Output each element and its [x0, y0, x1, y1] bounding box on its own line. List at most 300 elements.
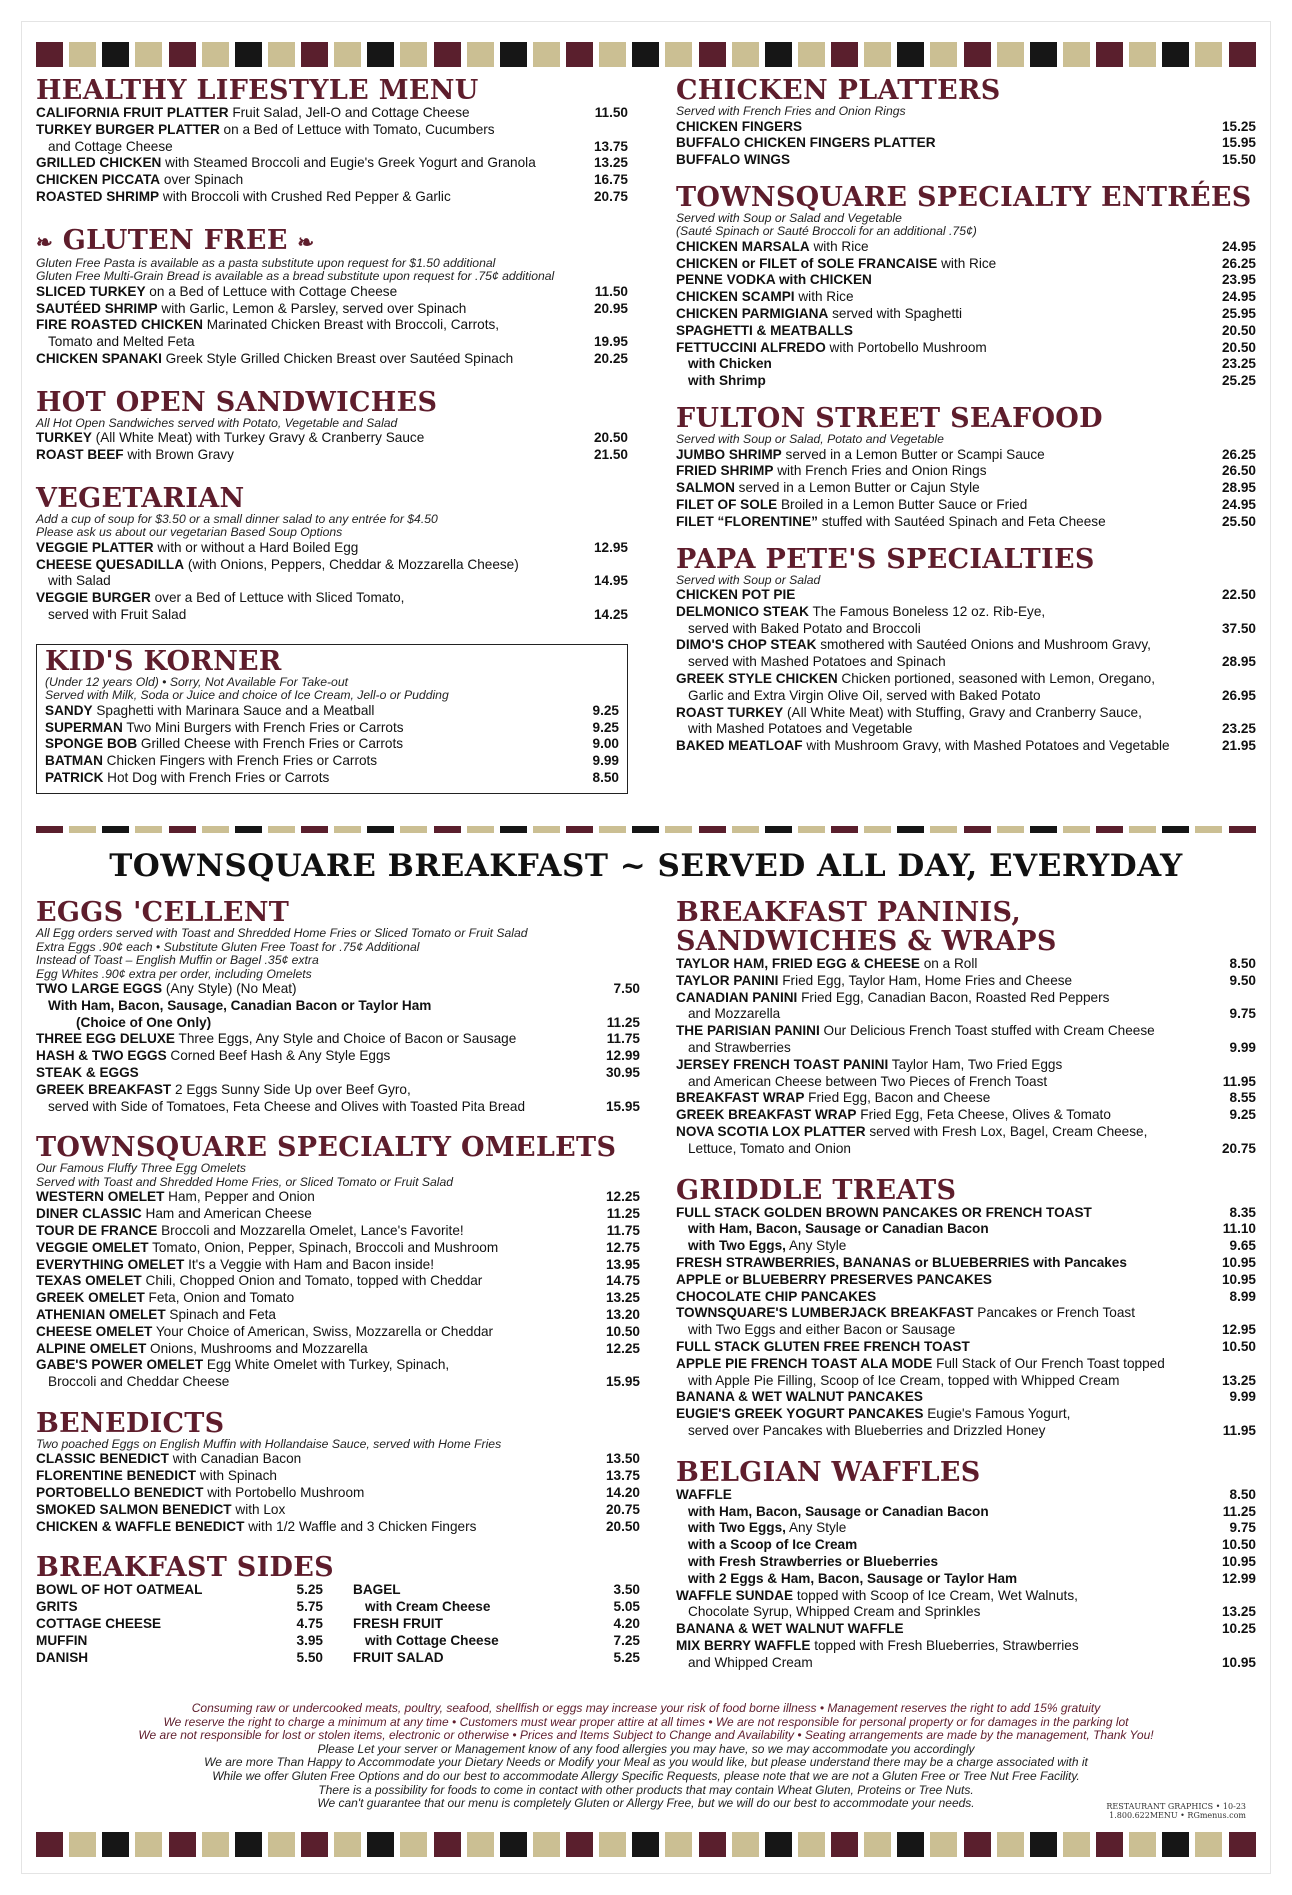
- item-name: WESTERN OMELET: [36, 1189, 165, 1205]
- item-name: TOUR DE FRANCE: [36, 1222, 158, 1238]
- item-name: FLORENTINE BENEDICT: [36, 1468, 197, 1484]
- menu-item: [676, 1520, 1256, 1537]
- item-description: with Garlic, Lemon & Parsley, served over Spinach: [157, 300, 467, 316]
- menu-item: [676, 1487, 1256, 1504]
- item-description: served with Mashed Potatoes and Spinach: [688, 654, 946, 670]
- menu-item: [36, 1257, 640, 1274]
- stripe-square: [434, 42, 461, 67]
- item-description: Chili, Chopped Onion and Tomato, topped with Cheddar: [141, 1273, 483, 1289]
- section-note: Served with Toast and Shredded Home Fries, or Sliced Tomato or Fruit Salad: [36, 1174, 454, 1189]
- item-name: BAGEL: [353, 1582, 401, 1598]
- stripe-square: [268, 826, 295, 833]
- item-name: TEXAS OMELET: [36, 1273, 142, 1289]
- item-name: GREEK BREAKFAST WRAP: [676, 1107, 857, 1123]
- left-column-top: [36, 76, 628, 816]
- menu-item: [676, 1423, 1256, 1440]
- item-price: 9.75: [1229, 1006, 1256, 1022]
- item-price: 26.25: [1221, 446, 1256, 462]
- item-price: 20.25: [593, 350, 628, 366]
- item-price: 13.25: [593, 155, 628, 171]
- menu-item: [45, 736, 619, 753]
- item-description: smothered with Sautéed Onions and Mushroom Gravy,: [816, 637, 1151, 653]
- stripe-square: [1030, 826, 1057, 833]
- menu-item: [676, 135, 1256, 152]
- item-price: 12.99: [1221, 1570, 1256, 1586]
- menu-item: [36, 122, 628, 139]
- item-price: 20.75: [605, 1501, 640, 1517]
- credit-line: 1.800.622MENU • RGmenus.com: [1109, 1811, 1246, 1820]
- item-price: 26.25: [1221, 255, 1256, 271]
- item-description: on a Roll: [919, 956, 978, 971]
- stripe-square: [864, 826, 891, 833]
- stripe-square: [102, 1832, 129, 1857]
- menu-page: [22, 22, 1270, 1873]
- menu-item: [45, 753, 619, 770]
- item-name: THREE EGG DELUXE: [36, 1031, 175, 1047]
- item-price: 21.95: [1221, 738, 1256, 754]
- item-price: 11.10: [1222, 1221, 1256, 1237]
- menu-item: [676, 1221, 1256, 1238]
- stripe-square: [732, 1832, 759, 1857]
- item-price: 8.35: [1229, 1204, 1256, 1220]
- menu-item: [36, 1307, 640, 1324]
- item-price: 12.75: [605, 1239, 640, 1255]
- item-description: Three Eggs, Any Style and Choice of Bacon or Sausage: [174, 1031, 517, 1047]
- menu-item: [676, 990, 1256, 1007]
- item-description: Fried Egg, Canadian Bacon, Roasted Red Peppers: [797, 989, 1110, 1005]
- stripe-square: [964, 1832, 991, 1857]
- item-description: with Portobello Mushroom: [825, 339, 987, 355]
- item-description: Onions, Mushrooms and Mozzarella: [146, 1340, 368, 1356]
- item-name: GREEK OMELET: [36, 1290, 145, 1306]
- menu-item: [676, 1588, 1256, 1605]
- leaf-icon: ❧: [36, 229, 54, 254]
- item-price: 25.50: [1221, 513, 1256, 529]
- item-description: with Rice: [937, 255, 997, 271]
- item-name: with Ham, Bacon, Sausage or Canadian Bacon: [688, 1503, 989, 1519]
- item-name: with Cottage Cheese: [365, 1632, 499, 1648]
- stripe-square: [798, 826, 825, 833]
- item-price: 16.75: [593, 172, 628, 188]
- stripe-square: [732, 42, 759, 67]
- item-description: (Any Style) (No Meat): [162, 981, 297, 996]
- section-papa-petes: [676, 545, 1256, 755]
- item-name: GREEK STYLE CHICKEN: [676, 671, 838, 687]
- menu-item: [676, 463, 1256, 480]
- section-note: Extra Eggs .90¢ each • Substitute Gluten Free Toast for .75¢ Additional: [36, 939, 420, 954]
- item-description: and Cottage Cheese: [48, 138, 173, 154]
- stripe-square: [533, 826, 560, 833]
- item-description: Eugie's Famous Yogurt,: [923, 1406, 1071, 1422]
- item-description: Chicken Fingers with French Fries or Carrots: [102, 753, 378, 769]
- item-name: EUGIE'S GREEK YOGURT PANCAKES: [676, 1406, 924, 1422]
- menu-item: [36, 1650, 323, 1667]
- menu-item: [676, 1023, 1256, 1040]
- item-name: TOWNSQUARE'S LUMBERJACK BREAKFAST: [676, 1305, 974, 1321]
- item-description: over a Bed of Lettuce with Sliced Tomato,: [150, 590, 405, 606]
- footer-disclaimer: [22, 1702, 1270, 1811]
- item-price: 11.75: [606, 1031, 640, 1047]
- menu-item: [36, 1048, 640, 1065]
- stripe-square: [367, 826, 394, 833]
- item-price: 20.95: [593, 300, 628, 316]
- section-title: BREAKFAST SIDES: [36, 1552, 334, 1584]
- section-note: Add a cup of soup for $3.50 or a small dinner salad to any entrée for $4.50: [36, 511, 438, 526]
- item-name: BATMAN: [45, 753, 103, 769]
- stripe-square: [831, 826, 858, 833]
- menu-item: [36, 998, 640, 1015]
- item-price: 9.00: [592, 736, 619, 752]
- item-price: 19.95: [593, 334, 628, 350]
- item-price: 14.75: [605, 1273, 640, 1289]
- breakfast-banner: TOWNSQUARE BREAKFAST ~ SERVED ALL DAY, EVERYDAY: [109, 848, 1183, 884]
- item-name: BOWL OF HOT OATMEAL: [36, 1582, 203, 1598]
- item-name: SMOKED SALMON BENEDICT: [36, 1501, 232, 1517]
- item-price: 24.95: [1221, 238, 1256, 254]
- item-name: FILET “FLORENTINE”: [676, 513, 818, 529]
- item-description: Marinated Chicken Breast with Broccoli, Carrots,: [202, 317, 500, 333]
- stripe-square: [301, 1832, 328, 1857]
- menu-item: [676, 447, 1256, 464]
- stripe-square: [1063, 42, 1090, 67]
- item-name: with Cream Cheese: [365, 1599, 491, 1615]
- section-note: Served with Milk, Soda or Juice and choice of Ice Cream, Jell-o or Pudding: [45, 688, 449, 703]
- footer-line: We are more Than Happy to Accommodate your Dietary Needs or Modify your Meal as you would like, but please understand there may be a charge associated with it: [204, 1755, 1088, 1770]
- stripe-square: [864, 42, 891, 67]
- menu-item: [676, 1339, 1256, 1356]
- item-description: (with Onions, Peppers, Cheddar & Mozzarella Cheese): [184, 556, 519, 572]
- item-name: VEGGIE PLATTER: [36, 539, 154, 555]
- stripe-square: [334, 826, 361, 833]
- menu-item: [676, 1638, 1256, 1655]
- stripe-square: [1129, 42, 1156, 67]
- menu-item: [676, 119, 1256, 136]
- item-description: Lettuce, Tomato and Onion: [688, 1140, 851, 1156]
- menu-item: [676, 671, 1256, 688]
- item-price: 20.50: [1221, 322, 1256, 338]
- item-price: 25.95: [1221, 306, 1256, 322]
- stripe-square: [1162, 42, 1189, 67]
- menu-item: [676, 1322, 1256, 1339]
- stripe-square: [1030, 42, 1057, 67]
- menu-item: [36, 1290, 640, 1307]
- menu-item: [676, 1571, 1256, 1588]
- item-name: PATRICK: [45, 770, 104, 786]
- stripe-square: [367, 42, 394, 67]
- menu-item: [676, 239, 1256, 256]
- item-name: DIMO'S CHOP STEAK: [676, 637, 817, 653]
- item-description: Feta, Onion and Tomato: [144, 1290, 295, 1306]
- stripe-square: [930, 42, 957, 67]
- menu-item: [36, 1065, 640, 1082]
- item-description: served in a Lemon Butter or Cajun Style: [734, 480, 980, 496]
- menu-item: [676, 705, 1256, 722]
- section-note: Please ask us about our vegetarian Based Soup Options: [36, 525, 343, 540]
- item-description: Egg White Omelet with Turkey, Spinach,: [203, 1357, 450, 1373]
- item-description: served with Spaghetti: [828, 306, 963, 322]
- section-vegetarian: [36, 484, 628, 624]
- item-description: 2 Eggs Sunny Side Up over Beef Gyro,: [171, 1081, 411, 1097]
- item-name: SPAGHETTI & MEATBALLS: [676, 322, 853, 338]
- item-name: CHOCOLATE CHIP PANCAKES: [676, 1288, 877, 1304]
- item-description: (All White Meat) with Stuffing, Gravy and Cranberry Sauce,: [783, 704, 1142, 720]
- stripe-square: [1063, 1832, 1090, 1857]
- item-price: 13.25: [1221, 1604, 1256, 1620]
- item-name: CHICKEN SCAMPI: [676, 289, 795, 305]
- stripe-square: [1195, 42, 1222, 67]
- menu-item: [676, 152, 1256, 169]
- item-name: FRESH FRUIT: [353, 1616, 443, 1632]
- stripe-square: [533, 42, 560, 67]
- stripe-square: [665, 42, 692, 67]
- item-price: 5.05: [613, 1599, 640, 1615]
- item-price: 15.95: [1221, 135, 1256, 151]
- footer-line: Please Let your server or Management know of any food allergies you may have, so we may accommodate you accordingly: [317, 1741, 975, 1756]
- section-eggs: [36, 898, 640, 1115]
- item-description: Chicken portioned, seasoned with Lemon, Oregano,: [837, 671, 1156, 687]
- stripe-square: [831, 42, 858, 67]
- menu-item: [36, 1616, 323, 1633]
- section-note: Served with Soup or Salad: [676, 572, 821, 587]
- menu-item: [36, 1189, 640, 1206]
- section-gluten: [36, 226, 628, 368]
- menu-item: [676, 1621, 1256, 1638]
- menu-item: [36, 1502, 640, 1519]
- item-name: CHEESE OMELET: [36, 1323, 153, 1339]
- item-name: BANANA & WET WALNUT WAFFLE: [676, 1621, 904, 1637]
- menu-item: [676, 1057, 1256, 1074]
- section-paninis: [676, 898, 1256, 1158]
- item-name: CHICKEN FINGERS: [676, 118, 803, 134]
- menu-item: [36, 590, 628, 607]
- item-description: with Salad: [48, 573, 111, 589]
- item-price: 11.95: [1222, 1073, 1256, 1089]
- item-price: 11.25: [606, 1014, 640, 1030]
- item-price: 15.25: [1221, 118, 1256, 134]
- stripe-square: [997, 826, 1024, 833]
- stripe-square: [831, 1832, 858, 1857]
- section-title: TOWNSQUARE SPECIALTY OMELETS: [36, 1132, 617, 1164]
- stripe-square: [897, 826, 924, 833]
- item-name: NOVA SCOTIA LOX PLATTER: [676, 1123, 866, 1139]
- section-note: (Under 12 years Old) • Sorry, Not Available For Take-out: [45, 674, 348, 689]
- item-price: 9.99: [1229, 1039, 1256, 1055]
- item-description: served with Baked Potato and Broccoli: [688, 620, 921, 636]
- section-note: Egg Whites .90¢ extra per order, including Omelets: [36, 966, 312, 981]
- item-name: with a Scoop of Ice Cream: [688, 1537, 858, 1553]
- item-name: ROASTED SHRIMP: [36, 188, 160, 204]
- item-price: 3.50: [613, 1582, 640, 1598]
- item-description: with Brown Gravy: [123, 447, 234, 463]
- item-name: WAFFLE SUNDAE: [676, 1587, 794, 1603]
- menu-item: [36, 317, 628, 334]
- stripe-square: [500, 1832, 527, 1857]
- item-price: 11.25: [1222, 1503, 1256, 1519]
- item-price: 9.75: [1229, 1520, 1256, 1536]
- item-description: Ham, Pepper and Onion: [164, 1189, 315, 1205]
- menu-item: [36, 1357, 640, 1374]
- stripe-square: [268, 42, 295, 67]
- item-description: Broccoli and Cheddar Cheese: [48, 1374, 230, 1390]
- item-name: JUMBO SHRIMP: [676, 446, 782, 462]
- item-price: 10.50: [1221, 1338, 1256, 1354]
- menu-item: [36, 284, 628, 301]
- item-price: 10.95: [1221, 1271, 1256, 1287]
- item-name: DINER CLASSIC: [36, 1206, 142, 1222]
- menu-item: [36, 1206, 640, 1223]
- section-kids-korner: [36, 644, 628, 794]
- item-description: Hot Dog with French Fries or Carrots: [103, 770, 330, 786]
- section-note: All Egg orders served with Toast and Shredded Home Fries or Sliced Tomato or Fruit Salad: [36, 926, 528, 940]
- item-price: 9.50: [1229, 972, 1256, 988]
- section-waffles: [676, 1458, 1256, 1672]
- stripe-square: [334, 42, 361, 67]
- item-name: PENNE VODKA with CHICKEN: [676, 272, 872, 288]
- item-price: 4.20: [613, 1616, 640, 1632]
- item-price: 15.95: [605, 1098, 640, 1114]
- item-price: 9.65: [1229, 1238, 1256, 1254]
- item-description: Pancakes or French Toast: [973, 1305, 1135, 1321]
- section-title: ❧ GLUTEN FREE ❧: [36, 224, 315, 256]
- section-title: BELGIAN WAFFLES: [676, 1456, 981, 1488]
- menu-item: [36, 1099, 640, 1116]
- stripe-square: [69, 1832, 96, 1857]
- section-note: (Sauté Spinach or Sauté Broccoli for an additional .75¢): [676, 224, 977, 239]
- menu-item: [676, 1604, 1256, 1621]
- item-name: MIX BERRY WAFFLE: [676, 1637, 811, 1653]
- item-price: 23.25: [1221, 721, 1256, 737]
- menu-item: [676, 323, 1256, 340]
- menu-item: [36, 139, 628, 156]
- section-title: CHICKEN PLATTERS: [676, 75, 1001, 106]
- item-name: SUPERMAN: [45, 719, 123, 735]
- menu-item: [676, 340, 1256, 357]
- item-name: DANISH: [36, 1649, 89, 1665]
- stripe-square: [997, 42, 1024, 67]
- item-price: 14.25: [593, 607, 628, 623]
- stripe-square: [699, 826, 726, 833]
- section-title: GRIDDLE TREATS: [676, 1174, 957, 1206]
- menu-item: [676, 1006, 1256, 1023]
- section-note: Served with Soup or Salad and Vegetable: [676, 210, 902, 225]
- menu-item: [36, 1485, 640, 1502]
- menu-item: [36, 607, 628, 624]
- item-description: served in a Lemon Butter or Scampi Sauce: [781, 446, 1045, 462]
- menu-item: [676, 1255, 1256, 1272]
- item-name: SANDY: [45, 702, 93, 718]
- right-column-bottom: [676, 898, 1256, 1693]
- item-price: 23.25: [1221, 356, 1256, 372]
- item-description: Tomato, Onion, Pepper, Spinach, Broccoli and Mushroom: [148, 1239, 499, 1255]
- item-name: TURKEY: [36, 430, 92, 446]
- menu-item: [36, 301, 628, 318]
- item-price: 14.95: [593, 573, 628, 589]
- menu-item: [45, 703, 619, 720]
- item-description: with 1/2 Waffle and 3 Chicken Fingers: [244, 1518, 477, 1534]
- stripe-square: [632, 826, 659, 833]
- item-name: GABE'S POWER OMELET: [36, 1357, 204, 1373]
- menu-item: [36, 1468, 640, 1485]
- item-price: 10.50: [605, 1323, 640, 1339]
- item-price: 7.25: [613, 1632, 640, 1648]
- middle-stripe: [36, 826, 1256, 833]
- stripe-square: [434, 1832, 461, 1857]
- item-description: Tomato and Melted Feta: [48, 334, 195, 350]
- item-name: CHICKEN PICCATA: [36, 172, 161, 188]
- section-note: Two poached Eggs on English Muffin with Hollandaise Sauce, served with Home Fries: [36, 1436, 502, 1451]
- section-note: Our Famous Fluffy Three Egg Omelets: [36, 1161, 246, 1176]
- item-price: 23.95: [1221, 272, 1256, 288]
- item-price: 12.95: [1221, 1322, 1256, 1338]
- item-description: Fried Egg, Taylor Ham, Home Fries and Cheese: [778, 972, 1073, 988]
- item-price: 20.75: [593, 188, 628, 204]
- item-price: 25.25: [1221, 373, 1256, 389]
- printer-credit: [1106, 1802, 1246, 1820]
- item-name: with Shrimp: [688, 373, 766, 389]
- menu-item: [676, 1406, 1256, 1423]
- stripe-square: [36, 826, 63, 833]
- leaf-icon: ❧: [297, 229, 315, 254]
- stripe-square: [169, 1832, 196, 1857]
- item-name: APPLE PIE FRENCH TOAST ALA MODE: [676, 1355, 933, 1371]
- item-description: Grilled Cheese with French Fries or Carrots: [137, 736, 404, 752]
- item-price: 10.95: [1221, 1553, 1256, 1569]
- item-price: 24.95: [1221, 289, 1256, 305]
- item-description: with Steamed Broccoli and Eugie's Greek Yogurt and Granola: [161, 155, 536, 171]
- menu-item: [353, 1599, 640, 1616]
- menu-item: [36, 1519, 640, 1536]
- stripe-square: [864, 1832, 891, 1857]
- item-description: Chocolate Syrup, Whipped Cream and Sprinkles: [688, 1604, 981, 1620]
- item-name: CALIFORNIA FRUIT PLATTER: [36, 105, 229, 120]
- item-name: With Ham, Bacon, Sausage, Canadian Bacon or Taylor Ham: [48, 997, 432, 1013]
- section-note: Gluten Free Multi-Grain Bread is available as a bread substitute upon request for .75¢ additional: [36, 269, 555, 284]
- stripe-square: [699, 1832, 726, 1857]
- stripe-square: [69, 826, 96, 833]
- item-price: 11.75: [606, 1222, 640, 1238]
- stripe-square: [599, 42, 626, 67]
- item-price: 26.50: [1221, 463, 1256, 479]
- stripe-square: [367, 1832, 394, 1857]
- menu-item: [676, 497, 1256, 514]
- stripe-square: [964, 42, 991, 67]
- menu-item: [676, 306, 1256, 323]
- item-name: VEGGIE BURGER: [36, 590, 151, 606]
- menu-item: [36, 1015, 640, 1032]
- stripe-square: [235, 42, 262, 67]
- item-name: ATHENIAN OMELET: [36, 1306, 166, 1322]
- stripe-square: [235, 1832, 262, 1857]
- item-name: EVERYTHING OMELET: [36, 1256, 185, 1272]
- item-name: CHICKEN MARSALA: [676, 238, 810, 254]
- item-name: WAFFLE: [676, 1486, 732, 1502]
- item-name: (Choice of One Only): [76, 1014, 212, 1030]
- item-description: (All White Meat) with Turkey Gravy & Cranberry Sauce: [91, 430, 425, 446]
- item-description: Your Choice of American, Swiss, Mozzarella or Cheddar: [152, 1323, 494, 1339]
- item-name: BANANA & WET WALNUT PANCAKES: [676, 1389, 923, 1405]
- item-price: 10.95: [1221, 1654, 1256, 1670]
- menu-item: [36, 334, 628, 351]
- stripe-square: [566, 826, 593, 833]
- item-description: with Portobello Mushroom: [203, 1485, 365, 1501]
- item-name: STEAK & EGGS: [36, 1064, 139, 1080]
- item-price: 11.50: [594, 105, 628, 120]
- item-price: 5.75: [296, 1599, 323, 1615]
- item-price: 20.50: [605, 1518, 640, 1534]
- section-note: Gluten Free Pasta is available as a pasta substitute upon request for $1.50 additional: [36, 255, 496, 270]
- item-name: CHICKEN SPANAKI: [36, 350, 162, 366]
- stripe-square: [400, 42, 427, 67]
